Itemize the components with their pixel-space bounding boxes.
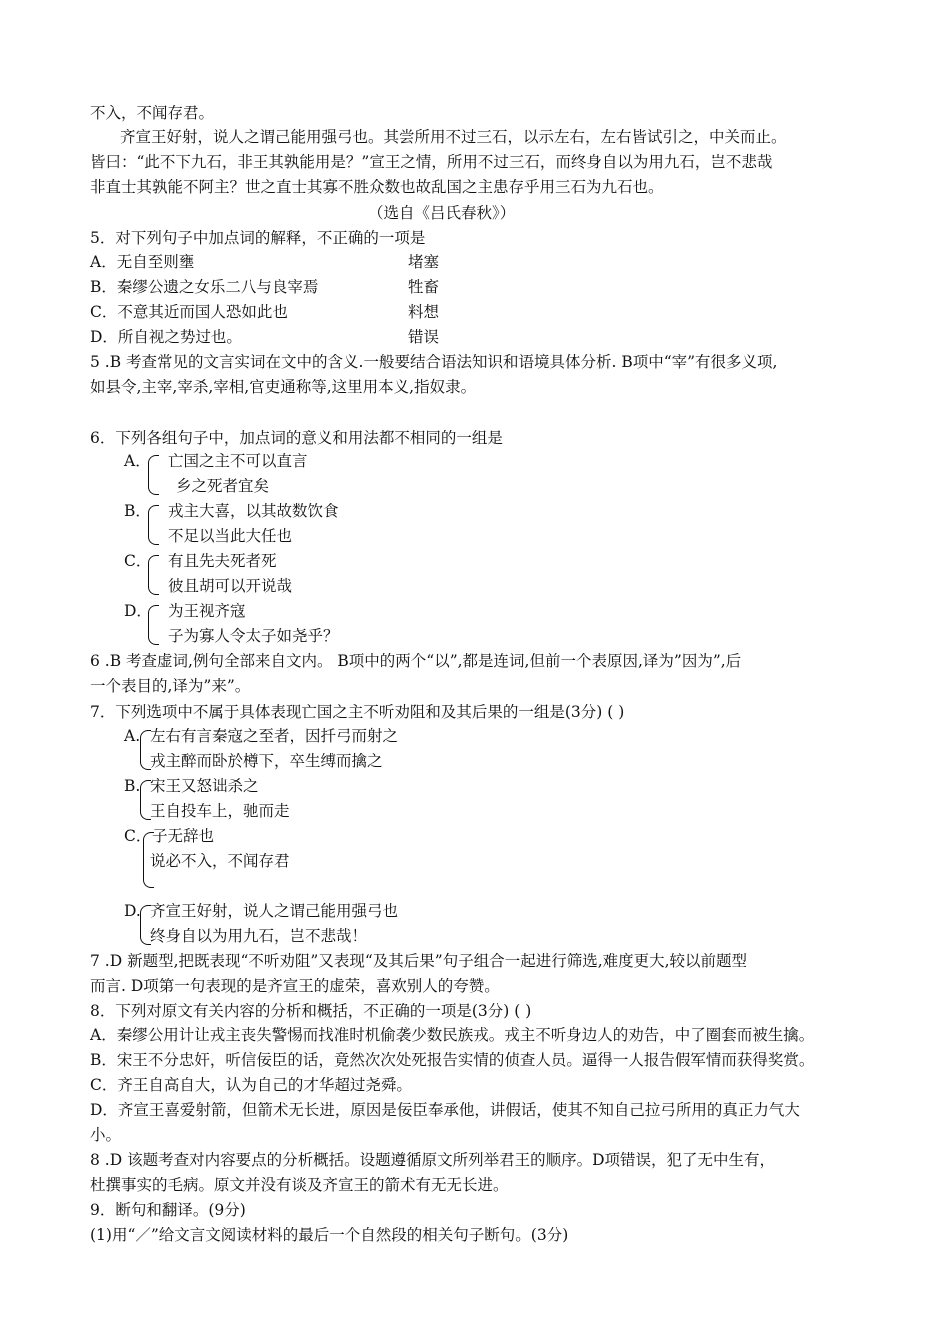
q6-option-b: B． (124, 502, 151, 520)
q7-option-a: A. (124, 727, 141, 745)
brace-icon (148, 505, 159, 545)
answer-6: 6 .B 考查虚词,例句全部来自文内。 B项中的两个“以”,都是连词,但前一个表原因,译为”因为”,后 (90, 652, 742, 670)
q7-option-b: B. (124, 777, 141, 795)
brace-icon (148, 455, 159, 495)
brace-icon (148, 555, 159, 595)
question-9: 9．断句和翻译。(9分) (90, 1201, 246, 1219)
q5-gloss-d: 错误 (408, 328, 440, 346)
answer-8: 8 .D 该题考查对内容要点的分析概括。设题遵循原文所列举君王的顺序。D项错误，犯了无中生有， (90, 1151, 776, 1169)
q6-option-a: A． (124, 452, 151, 470)
q7-option-c: C． (124, 827, 152, 845)
q5-gloss-b: 牲畜 (408, 278, 440, 296)
answer-5: 5 .B 考查常见的文言实词在文中的含义.一般要结合语法知识和语境具体分析. B项中“宰”有很多义项, (90, 353, 778, 371)
answer-6: 一个表目的,译为”来”。 (90, 677, 251, 695)
q8-option-d: 小。 (90, 1126, 122, 1144)
q7-b-sentence: 王自投车上，驰而走 (150, 802, 290, 820)
q7-c-sentence: 说必不入，不闻存君 (150, 852, 290, 870)
passage-line: 不入，不闻存君。 (90, 104, 215, 122)
q5-gloss-a: 堵塞 (408, 253, 440, 271)
q7-a-sentence: 戎主醉而卧於樽下，卒生缚而擒之 (150, 752, 383, 770)
q5-option-c: C．不意其近而国人恐如此也 (90, 303, 288, 321)
q7-option-d: D. (124, 902, 141, 920)
q6-c-sentence: 有且先夫死者死 (168, 552, 277, 570)
passage-line: 皆曰：“此不下九石，非王其孰能用是？”宣王之情，所用不过三石，而终身自以为用九石，岂不悲哉 (90, 153, 773, 171)
passage-line: 非直士其孰能不阿主？世之直士其寡不胜众数也故乱国之主患存乎用三石为九石也。 (90, 178, 664, 196)
q5-gloss-c: 料想 (408, 303, 440, 321)
q7-c-sentence: 子无辞也 (152, 827, 215, 845)
q6-option-d: D． (124, 602, 152, 620)
q5-option-a: A．无自至则壅 (90, 253, 195, 271)
q6-d-sentence: 子为寡人令太子如尧乎？ (168, 627, 339, 645)
q6-a-sentence: 乡之死者宜矣 (176, 477, 270, 495)
q5-option-d: D．所自视之势过也。 (90, 328, 242, 346)
q8-option-a: A．秦缪公用计让戎主丧失警惕而找准时机偷袭少数民族戎。戎主不听身边人的劝告，中了圈套而被生擒。 (90, 1026, 815, 1044)
q6-d-sentence: 为王视齐寇 (168, 602, 246, 620)
brace-icon (148, 605, 159, 645)
q8-option-b: B．宋王不分忠奸，听信佞臣的话，竟然次次处死报告实情的侦查人员。逼得一人报告假军情而获得奖赏。 (90, 1051, 815, 1069)
q8-option-c: C．齐王自高自大，认为自己的才华超过尧舜。 (90, 1076, 412, 1094)
q7-b-sentence: 宋王又怒诎杀之 (150, 777, 259, 795)
question-8: 8．下列对原文有关内容的分析和概括，不正确的一项是(3分) ( ) (90, 1002, 532, 1020)
passage-line: 齐宣王好射，说人之谓己能用强弓也。其尝所用不过三石，以示左右，左右皆试引之，中关而止。 (120, 128, 787, 146)
source-citation: （选自《吕氏春秋》） (368, 204, 516, 222)
q5-option-b: B．秦缪公遗之女乐二八与良宰焉 (90, 278, 319, 296)
question-9-part-1: (1)用“／”给文言文阅读材料的最后一个自然段的相关句子断句。(3分) (90, 1226, 569, 1244)
q7-a-sentence: 左右有言秦寇之至者，因扦弓而射之 (150, 727, 399, 745)
q6-option-c: C． (124, 552, 152, 570)
question-5: 5．对下列句子中加点词的解释，不正确的一项是 (90, 229, 426, 247)
answer-8: 杜撰事实的毛病。原文并没有谈及齐宣王的箭术有无无长进。 (90, 1176, 509, 1194)
q6-a-sentence: 亡国之主不可以直言 (168, 452, 308, 470)
question-7: 7．下列选项中不属于具体表现亡国之主不听劝阻和及其后果的一组是(3分) ( ) (90, 703, 625, 721)
q6-b-sentence: 不足以当此大任也 (168, 527, 293, 545)
q7-d-sentence: 终身自以为用九石，岂不悲哉！ (150, 927, 368, 945)
q7-d-sentence: 齐宣王好射，说人之谓己能用强弓也 (150, 902, 399, 920)
question-6: 6．下列各组句子中，加点词的意义和用法都不相同的一组是 (90, 429, 503, 447)
answer-7: 7 .D 新题型,把既表现“不听劝阻”又表现“及其后果”句子组合一起进行筛选,难度更大,较以前题型 (90, 952, 748, 970)
answer-7: 而言. D项第一句表现的是齐宣王的虚荣，喜欢别人的夸赞。 (90, 977, 500, 995)
q6-c-sentence: 彼且胡可以开说哉 (168, 577, 293, 595)
q8-option-d: D．齐宣王喜爱射箭，但箭术无长进，原因是佞臣奉承他，讲假话，使其不知自己拉弓所用的真正力气大 (90, 1101, 800, 1119)
q6-b-sentence: 戎主大喜，以其故数饮食 (168, 502, 339, 520)
answer-5: 如县令,主宰,宰杀,宰相,官吏通称等,这里用本义,指奴隶。 (90, 378, 477, 396)
